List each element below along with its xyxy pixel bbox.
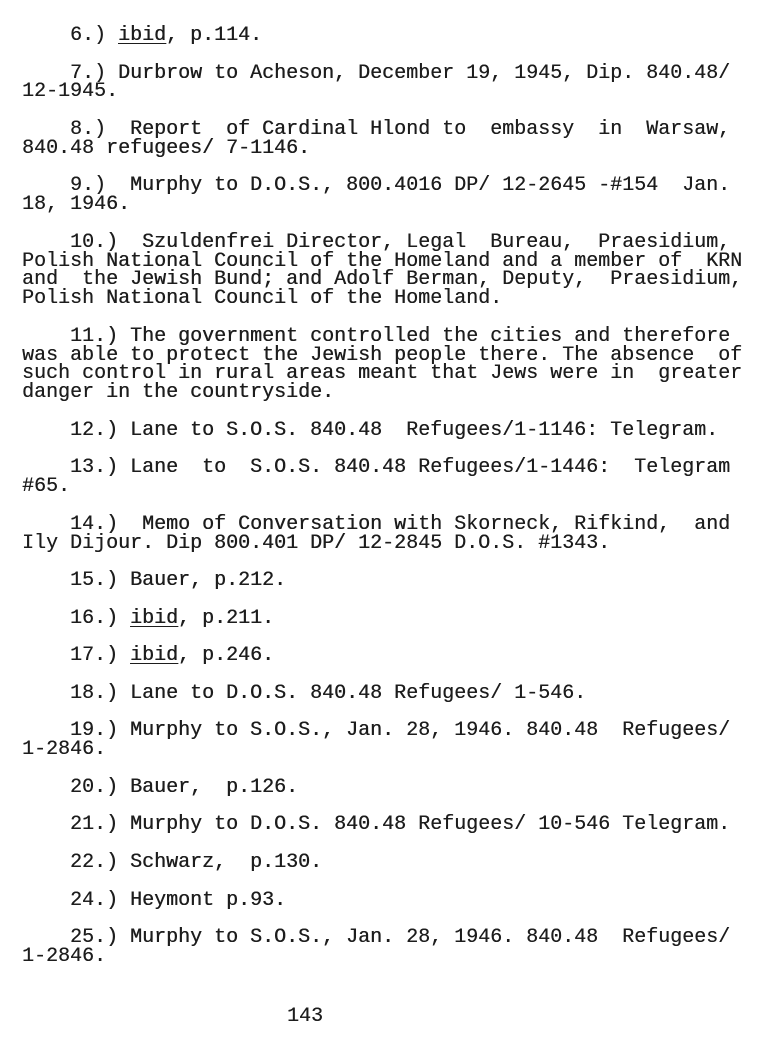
text-segment: 20.) Bauer, p.126.	[22, 775, 299, 799]
text-segment: 1-2846.	[22, 945, 107, 969]
text-segment: danger in the countryside.	[22, 381, 335, 405]
footnote-item-10	[22, 230, 765, 311]
footnote-item-16	[22, 606, 765, 630]
footnote-line	[22, 606, 765, 630]
text-segment: and the Jewish Bund; and Adolf Berman, Deputy, Praesidium,	[22, 268, 743, 292]
footnote-line	[22, 456, 765, 480]
footnote-line	[22, 80, 765, 104]
footnote-line	[22, 888, 765, 912]
text-segment: 10.) Szuldenfrei Director, Legal Bureau, Praesidium,	[22, 230, 731, 254]
text-segment: 17.)	[22, 644, 131, 668]
text-segment: such control in rural areas meant that Jews were in greater	[22, 362, 743, 386]
footnote-line	[22, 475, 765, 499]
footnote-line	[22, 24, 765, 47]
text-segment: 11.) The government controlled the cities and therefore	[22, 324, 731, 348]
footnote-item-19	[22, 719, 765, 762]
text-segment: 18, 1946.	[22, 193, 131, 217]
text-segment: , p.211.	[178, 606, 275, 630]
text-segment: 15.) Bauer, p.212.	[22, 569, 287, 593]
footnote-item-8	[22, 117, 765, 160]
text-segment: 12-1945.	[22, 80, 119, 104]
footnote-item-13	[22, 456, 765, 499]
text-segment: 24.) Heymont p.93.	[22, 888, 287, 912]
footnote-line	[22, 738, 765, 762]
footnote-line	[22, 174, 765, 198]
page-number: 143	[287, 1005, 324, 1028]
text-segment: 19.) Murphy to S.O.S., Jan. 28, 1946. 840.48 Refugees/	[22, 719, 731, 743]
footnote-line	[22, 851, 765, 875]
footnote-line	[22, 681, 765, 705]
footnote-line	[22, 569, 765, 593]
footnote-line	[22, 719, 765, 743]
text-segment: 12.) Lane to S.O.S. 840.48 Refugees/1-1146: Telegram.	[22, 418, 719, 442]
text-segment: Polish National Council of the Homeland and a member of KRN	[22, 249, 743, 273]
text-segment: 840.48 refugees/ 7-1146.	[22, 136, 311, 160]
footnote-item-22	[22, 851, 765, 875]
footnote-line	[22, 61, 765, 85]
footnote-item-7	[22, 61, 765, 104]
text-segment: Polish National Council of the Homeland.	[22, 287, 503, 311]
footnotes-list	[22, 24, 765, 969]
footnote-item-12	[22, 418, 765, 442]
footnote-line	[22, 813, 765, 837]
footnote-item-6	[22, 24, 765, 47]
text-segment: 18.) Lane to D.O.S. 840.48 Refugees/ 1-546.	[22, 681, 587, 705]
text-segment: 14.) Memo of Conversation with Skorneck, Rifkind, and	[22, 512, 731, 536]
text-segment: , p.114.	[166, 24, 263, 47]
footnote-item-18	[22, 681, 765, 705]
underlined-text: ibid	[118, 24, 167, 47]
text-segment: 7.) Durbrow to Acheson, December 19, 1945, Dip. 840.48/	[22, 61, 731, 85]
text-segment: 6.)	[22, 24, 119, 47]
footnote-line	[22, 775, 765, 799]
footnote-item-17	[22, 644, 765, 668]
footnote-line	[22, 531, 765, 555]
text-segment: 16.)	[22, 606, 131, 630]
footnote-line	[22, 136, 765, 160]
text-segment: 25.) Murphy to S.O.S., Jan. 28, 1946. 840.48 Refugees/	[22, 926, 731, 950]
footnote-item-25	[22, 926, 765, 969]
text-segment: was able to protect the Jewish people there. The absence of	[22, 343, 743, 367]
footnote-item-24	[22, 888, 765, 912]
footnote-item-20	[22, 775, 765, 799]
text-segment: 9.) Murphy to D.O.S., 800.4016 DP/ 12-2645 -#154 Jan.	[22, 174, 731, 198]
footnote-line	[22, 381, 765, 405]
footnote-item-9	[22, 174, 765, 217]
footnote-line	[22, 926, 765, 950]
footnote-item-11	[22, 324, 765, 405]
text-segment: , p.246.	[178, 644, 275, 668]
text-segment: 13.) Lane to S.O.S. 840.48 Refugees/1-1446: Telegram	[22, 456, 731, 480]
footnote-line	[22, 945, 765, 969]
footnote-item-21	[22, 813, 765, 837]
footnote-line	[22, 193, 765, 217]
footnote-line	[22, 287, 765, 311]
text-segment: #65.	[22, 475, 71, 499]
underlined-text: ibid	[130, 606, 179, 630]
text-segment: 1-2846.	[22, 738, 107, 762]
text-segment: 21.) Murphy to D.O.S. 840.48 Refugees/ 10-546 Telegram.	[22, 813, 731, 837]
footnote-line	[22, 644, 765, 668]
footnote-line	[22, 418, 765, 442]
footnote-item-15	[22, 569, 765, 593]
underlined-text: ibid	[130, 644, 179, 668]
text-segment: 22.) Schwarz, p.130.	[22, 851, 323, 875]
text-segment: Ily Dijour. Dip 800.401 DP/ 12-2845 D.O.S. #1343.	[22, 531, 611, 555]
footnote-item-14	[22, 512, 765, 555]
text-segment: 8.) Report of Cardinal Hlond to embassy in Warsaw,	[22, 117, 731, 141]
